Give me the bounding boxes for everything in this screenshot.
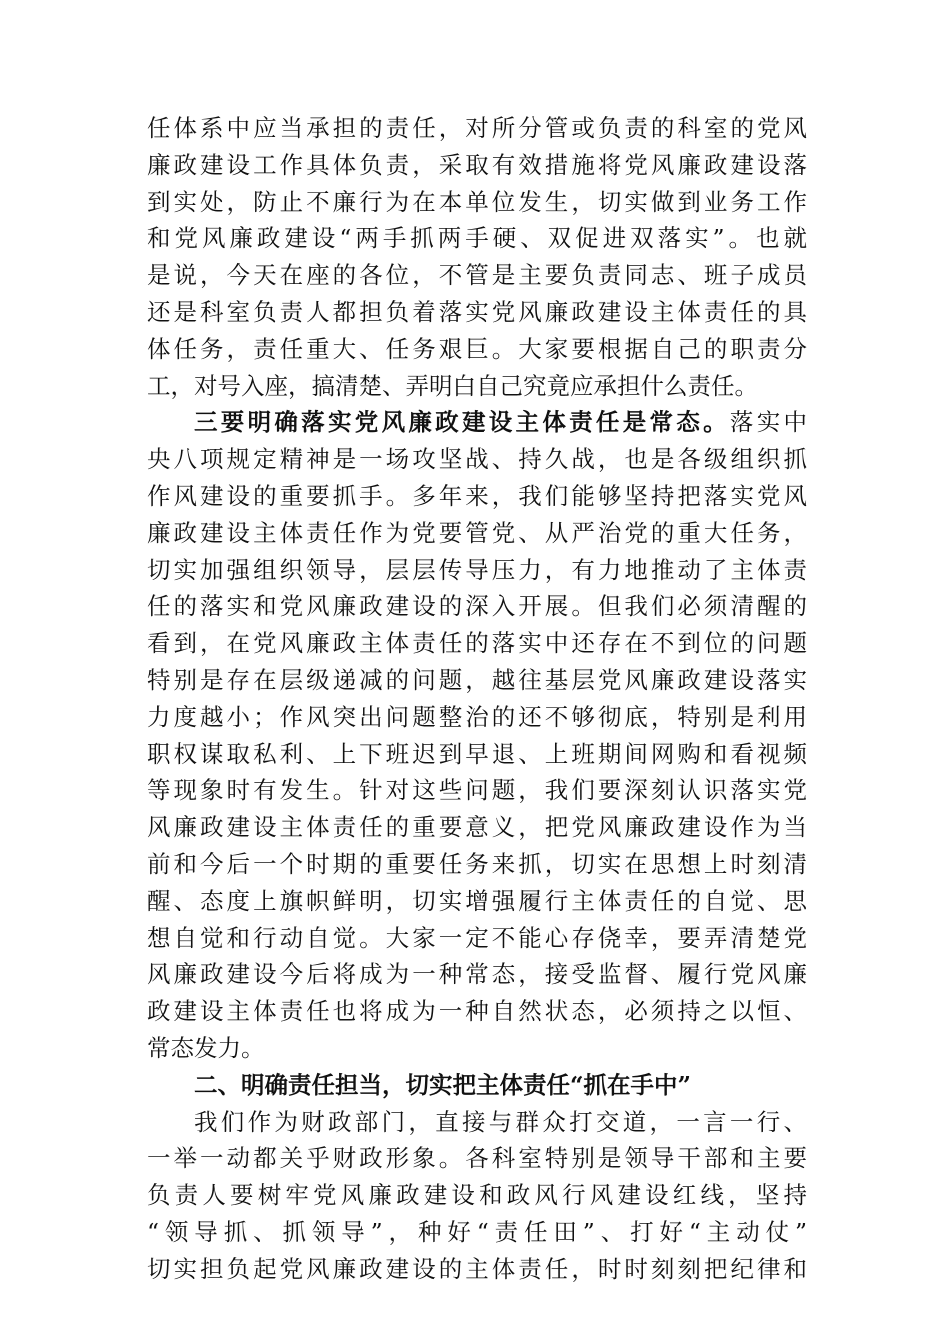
section-heading: 二、明确责任担当，切实把主体责任“抓在手中” — [194, 1070, 692, 1099]
paragraph-line: “领导抓、抓领导”，种好“责任田”、打好“主动仗” — [147, 1217, 807, 1246]
paragraph-line: 等现象时有发生。针对这些问题，我们要深刻认识落实党 — [147, 776, 807, 805]
paragraph-line: 醒、态度上旗帜鲜明，切实增强履行主体责任的自觉、思 — [147, 886, 807, 915]
paragraph-line: 风廉政建设主体责任的重要意义，把党风廉政建设作为当 — [147, 813, 807, 842]
paragraph-line: 切实加强组织领导，层层传导压力，有力地推动了主体责 — [147, 555, 807, 584]
paragraph-line: 任体系中应当承担的责任，对所分管或负责的科室的党风 — [147, 114, 807, 142]
paragraph-line: 体任务，责任重大、任务艰巨。大家要根据自己的职责分 — [147, 334, 807, 363]
paragraph-line: 任的落实和党风廉政建设的深入开展。但我们必须清醒的 — [147, 592, 807, 621]
paragraph-line: 前和今后一个时期的重要任务来抓，切实在思想上时刻清 — [147, 849, 807, 878]
first-line-rest: 落实中 — [729, 408, 808, 437]
paragraph-line: 力度越小；作风突出问题整治的还不够彻底，特别是利用 — [147, 702, 807, 731]
paragraph-line: 作风建设的重要抓手。多年来，我们能够坚持把落实党风 — [147, 481, 807, 510]
paragraph-line: 政建设主体责任也将成为一种自然状态，必须持之以恒、 — [147, 997, 807, 1026]
paragraph-line: 工，对号入座，搞清楚、弄明白自己究竟应承担什么责任。 — [147, 371, 758, 400]
paragraph-line: 一举一动都关乎财政形象。各科室特别是领导干部和主要 — [147, 1144, 807, 1173]
paragraph-first-line — [147, 404, 807, 441]
paragraph-2 — [147, 404, 807, 1066]
paragraph-line: 还是科室负责人都担负着落实党风廉政建设主体责任的具 — [147, 297, 807, 326]
paragraph-line: 常态发力。 — [147, 1033, 265, 1062]
paragraph-1 — [147, 110, 807, 404]
paragraph-line: 负责人要树牢党风廉政建设和政风行风建设红线，坚持 — [147, 1181, 807, 1210]
paragraph-line: 和党风廉政建设“两手抓两手硬、双促进双落实”。也就 — [147, 224, 807, 253]
paragraph-line: 想自觉和行动自觉。大家一定不能心存侥幸，要弄清楚党 — [147, 923, 807, 952]
paragraph-line: 到实处，防止不廉行为在本单位发生，切实做到业务工作 — [147, 187, 807, 216]
document-body — [147, 110, 807, 1288]
paragraph-line: 廉政建设主体责任作为党要管党、从严治党的重大任务， — [147, 518, 807, 547]
bold-lead-sentence: 三要明确落实党风廉政建设主体责任是常态。 — [194, 408, 730, 437]
paragraph-3 — [147, 1104, 807, 1288]
paragraph-line: 看到，在党风廉政主体责任的落实中还存在不到位的问题 — [147, 629, 807, 658]
paragraph-line: 风廉政建设今后将成为一种常态，接受监督、履行党风廉 — [147, 960, 807, 989]
paragraph-line: 切实担负起党风廉政建设的主体责任，时时刻刻把纪律和 — [147, 1254, 807, 1283]
paragraph-line: 职权谋取私利、上下班迟到早退、上班期间网购和看视频 — [147, 739, 807, 768]
paragraph-line: 特别是存在层级递减的问题，越往基层党风廉政建设落实 — [147, 665, 807, 694]
paragraph-first-line: 我们作为财政部门，直接与群众打交道，一言一行、 — [194, 1107, 807, 1136]
paragraph-line: 是说，今天在座的各位，不管是主要负责同志、班子成员 — [147, 261, 807, 290]
paragraph-line: 央八项规定精神是一场攻坚战、持久战，也是各级组织抓 — [147, 445, 807, 474]
paragraph-line: 廉政建设工作具体负责，采取有效措施将党风廉政建设落 — [147, 150, 807, 179]
